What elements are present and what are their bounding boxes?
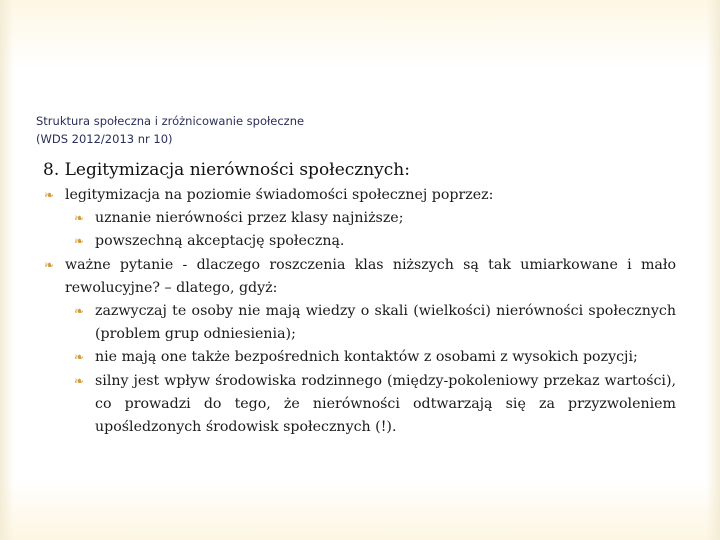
curl-bullet-icon: ❧ [44, 257, 55, 272]
list-item [44, 346, 676, 369]
header-line-1: Struktura społeczna i zróżnicowanie społeczne [36, 114, 305, 128]
slide-left-edge [0, 0, 14, 540]
list-item-text: zazwyczaj te osoby nie mają wiedzy o skali (wielkości) nierówności społecznych (problem grup odniesienia); [95, 303, 676, 343]
bullet-list [44, 184, 676, 439]
curl-bullet-icon: ❧ [74, 234, 85, 249]
slide-header [36, 112, 636, 148]
curl-bullet-icon: ❧ [74, 211, 85, 226]
list-item [44, 254, 676, 300]
curl-bullet-icon: ❧ [74, 350, 85, 365]
list-item-text: uznanie nierówności przez klasy najniższe; [95, 210, 404, 227]
header-line-2: (WDS 2012/2013 nr 10) [36, 132, 173, 146]
list-item [44, 184, 676, 207]
curl-bullet-icon: ❧ [74, 373, 85, 388]
list-item-text: silny jest wpływ środowiska rodzinnego (między-pokoleniowy przekaz wartości), co prowadzi do tego, że nierówności odtwarzają się za przyzwoleniem upośledzonych środowisk społecznych (!). [95, 372, 676, 436]
list-item [44, 370, 676, 440]
slide-right-edge [706, 0, 720, 540]
curl-bullet-icon: ❧ [74, 304, 85, 319]
list-item-text: legitymizacja na poziomie świadomości społecznej poprzez: [65, 187, 494, 203]
list-item [44, 300, 676, 346]
list-item-text: powszechną akceptację społeczną. [95, 233, 345, 250]
section-title: 8. Legitymizacja nierówności społecznych: [43, 160, 410, 180]
curl-bullet-icon: ❧ [44, 188, 55, 202]
list-item-text: nie mają one także bezpośrednich kontaktów z osobami z wysokich pozycji; [95, 349, 638, 366]
list-item [44, 207, 676, 230]
list-item-text: ważne pytanie - dlaczego roszczenia klas niższych są tak umiarkowane i mało rewolucyjne? – dlatego, gdyż: [65, 256, 676, 296]
list-item [44, 230, 676, 253]
